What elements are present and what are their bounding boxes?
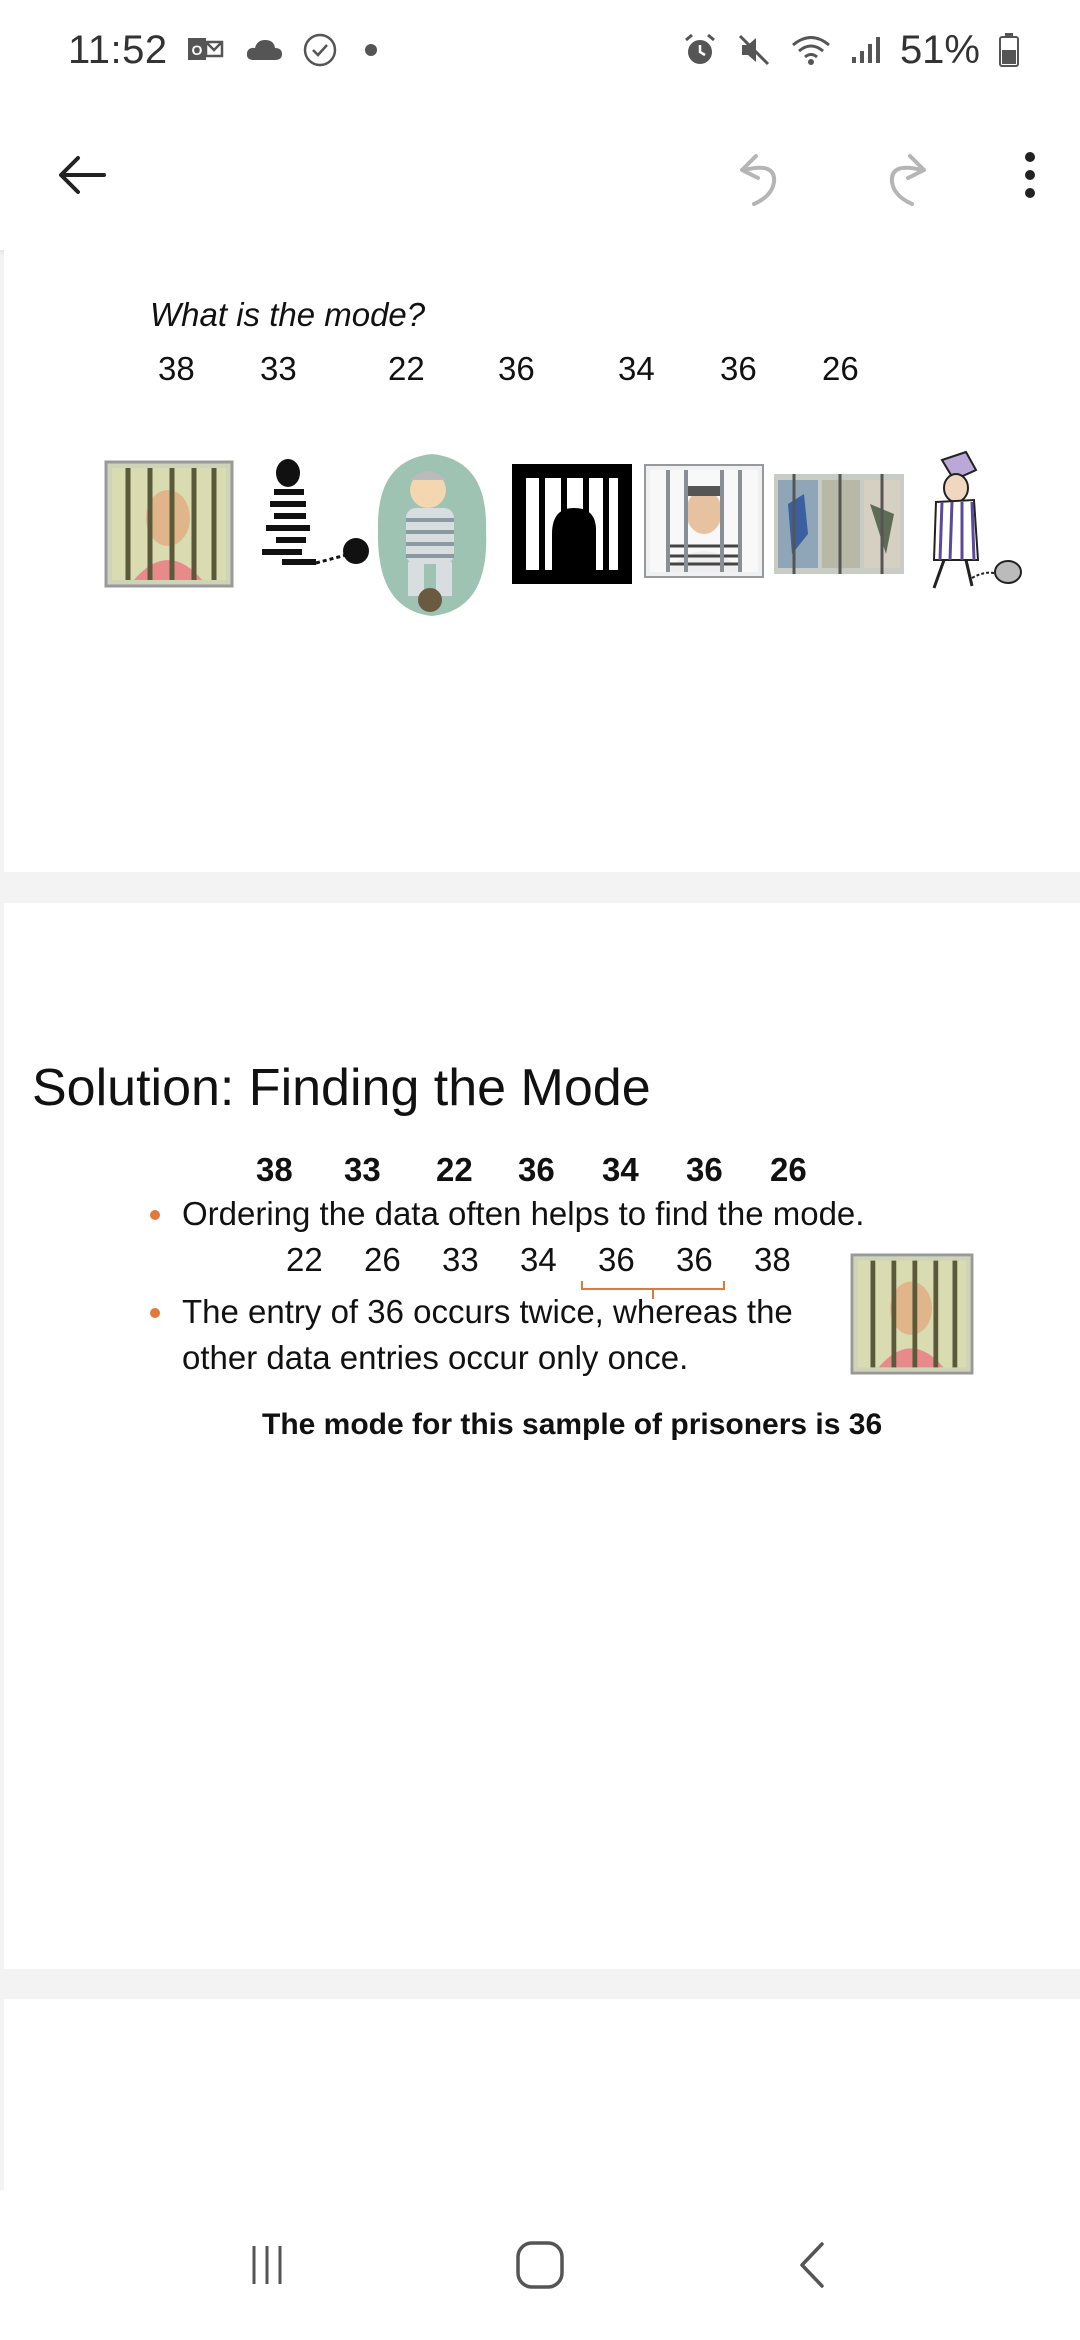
data-value: 22 [436, 1151, 473, 1188]
data-value: 34 [618, 350, 655, 387]
redo-icon[interactable] [872, 140, 942, 210]
cartoon-prisoner-image [914, 450, 1024, 590]
prisoner-bars-image [842, 1253, 982, 1375]
nav-back-icon[interactable] [753, 2215, 873, 2315]
status-right [682, 28, 1020, 73]
ordered-value: 34 [520, 1241, 557, 1278]
data-numbers-bold [4, 1151, 1080, 1191]
sad-prisoner-image [644, 464, 764, 578]
data-value: 26 [822, 350, 859, 387]
mute-icon [736, 32, 772, 68]
home-icon[interactable] [480, 2215, 600, 2315]
document-area[interactable] [0, 250, 1080, 2190]
back-arrow-icon[interactable] [52, 145, 112, 205]
status-left [68, 28, 386, 73]
prison-collage-image [774, 474, 904, 574]
bullet-entry-line2: other data entries occur only once. [182, 1339, 689, 1376]
data-value: 36 [686, 1151, 723, 1188]
wifi-icon [790, 33, 832, 67]
data-value: 36 [518, 1151, 555, 1188]
toolbar-actions [724, 140, 1040, 210]
prisoner-images [104, 450, 1024, 620]
data-value: 36 [498, 350, 535, 387]
ordered-value: 36 [598, 1241, 635, 1278]
jail-window-image [512, 464, 632, 584]
outlook-icon [186, 34, 226, 66]
undo-icon[interactable] [724, 140, 794, 210]
alarm-icon [682, 32, 718, 68]
status-time: 11:52 [68, 27, 168, 72]
bullet-entry-line1: The entry of 36 occurs twice, whereas the [182, 1293, 793, 1330]
data-value: 33 [344, 1151, 381, 1188]
seated-prisoner-image [372, 450, 492, 620]
ordered-value: 26 [364, 1241, 401, 1278]
slide-2[interactable] [4, 903, 1080, 1969]
data-value: 34 [602, 1151, 639, 1188]
battery-icon [998, 32, 1020, 68]
bullet-marker [150, 1210, 160, 1220]
cloud-icon [244, 36, 284, 64]
check-circle-icon [302, 32, 338, 68]
ordered-value: 38 [754, 1241, 791, 1278]
status-bar [0, 0, 1080, 100]
data-value: 33 [260, 350, 297, 387]
battery-percent: 51% [899, 27, 980, 72]
data-value: 38 [158, 350, 195, 387]
escaping-prisoner-image [256, 455, 376, 585]
data-value: 38 [256, 1151, 293, 1188]
more-options-icon[interactable] [1020, 145, 1040, 205]
conclusion-text: The mode for this sample of prisoners is 36 [262, 1408, 883, 1441]
recents-icon[interactable] [207, 2215, 327, 2315]
prisoner-bars-image [104, 460, 234, 588]
data-value: 26 [770, 1151, 807, 1188]
svg-text:O: O [191, 42, 203, 58]
question-text: What is the mode? [150, 296, 426, 333]
slide-1[interactable] [4, 250, 1080, 872]
data-numbers [4, 350, 1004, 390]
signal-icon [850, 35, 882, 65]
slide-3[interactable] [4, 1999, 1080, 2190]
app-toolbar [0, 100, 1080, 250]
data-value: 22 [388, 350, 425, 387]
bullet-marker [150, 1308, 160, 1318]
data-value: 36 [720, 350, 757, 387]
ordered-value: 36 [676, 1241, 713, 1278]
system-nav-bar [0, 2190, 1080, 2340]
slide-title: Solution: Finding the Mode [32, 1059, 651, 1117]
ordered-value: 33 [442, 1241, 479, 1278]
dot-icon [356, 35, 386, 65]
bullet-ordering: Ordering the data often helps to find the mode. [182, 1195, 865, 1232]
ordered-value: 22 [286, 1241, 323, 1278]
